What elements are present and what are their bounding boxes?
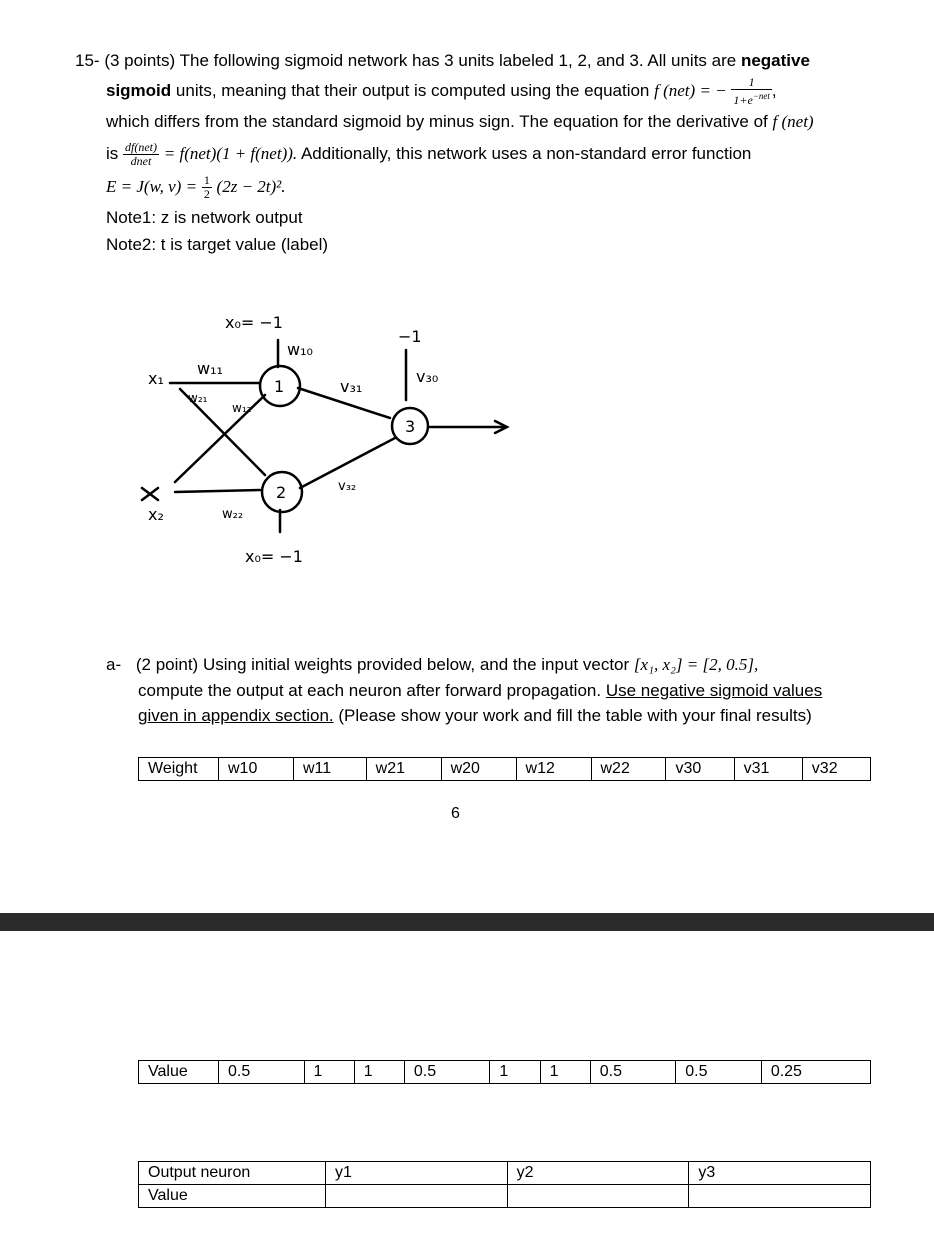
weight-header-w22: w22 <box>591 758 666 781</box>
weight-header-w20: w20 <box>441 758 516 781</box>
weight-header-w21: w21 <box>366 758 441 781</box>
part-a-line-3 <box>138 701 812 731</box>
question-intro: The following sigmoid network has 3 units labeled 1, 2, and 3. All units are <box>179 51 737 70</box>
output-table <box>138 1161 871 1208</box>
deriv-rhs: = f(net)(1 + f(net)). <box>163 144 298 163</box>
line4-text: Additionally, this network uses a non-standard error function <box>300 144 752 163</box>
output-value-label: Value <box>139 1185 326 1208</box>
w10-label: w₁₀ <box>287 340 313 359</box>
edge-x2-n2 <box>175 490 260 492</box>
question-number: 15- <box>75 51 100 70</box>
output-neuron-label: Output neuron <box>139 1162 326 1185</box>
line2-text: units, meaning that their output is computed using the equation <box>175 81 650 100</box>
equation-f-num: 1 <box>731 76 772 90</box>
x1-label: x₁ <box>148 369 164 388</box>
error-half-den: 2 <box>203 187 210 202</box>
weights-value-table <box>138 1060 871 1084</box>
part-a-text3: (Please show your work and fill the table with your final results) <box>338 706 812 725</box>
value-w21: 1 <box>354 1061 404 1084</box>
derivative-fraction <box>123 141 159 168</box>
weights-header-table <box>138 757 871 781</box>
edge-x2-n1 <box>175 395 265 482</box>
x0-top-label: x₀= −1 <box>225 313 283 332</box>
w21-label: w₂₁ <box>188 391 208 405</box>
error-rhs: (2z − 2t)². <box>216 177 286 196</box>
value-v31: 0.5 <box>676 1061 762 1084</box>
value-v32: 0.25 <box>761 1061 870 1084</box>
part-a-text1: Using initial weights provided below, and the input vector <box>202 655 630 674</box>
value-w10: 0.5 <box>219 1061 305 1084</box>
part-a-text2: compute the output at each neuron after forward propagation. <box>138 681 602 700</box>
w11-label: w₁₁ <box>197 359 223 378</box>
part-a-points: (2 point) <box>135 655 199 674</box>
error-half <box>202 174 212 201</box>
part-a-vector: [x₁, x₂] = [2, 0.5], <box>633 655 759 674</box>
weight-header-v31: v31 <box>734 758 802 781</box>
question-line-4 <box>106 139 751 169</box>
x2-label: x₂ <box>148 505 164 524</box>
question-line-3 <box>106 107 814 137</box>
node-2-label: 2 <box>276 483 287 502</box>
line3-math: f (net) <box>772 112 814 131</box>
output-header-row <box>139 1162 871 1185</box>
deriv-den: dnet <box>130 154 152 169</box>
node-3-label: 3 <box>405 417 416 436</box>
output-value-y3[interactable] <box>689 1185 871 1208</box>
note-1: Note1: z is network output <box>106 208 303 227</box>
page-break-band <box>0 913 934 931</box>
bold-negative: negative <box>740 51 810 70</box>
x2-cross <box>142 488 158 500</box>
weight-header-w11: w11 <box>293 758 366 781</box>
weight-header-v32: v32 <box>802 758 870 781</box>
output-header-y2: y2 <box>507 1162 689 1185</box>
error-half-num: 1 <box>203 173 210 188</box>
page-number: 6 <box>451 805 460 822</box>
weights-header-row <box>139 758 871 781</box>
equation-f-den-exp: −net <box>752 91 770 102</box>
question-points: (3 points) <box>104 51 176 70</box>
value-v30: 0.5 <box>590 1061 676 1084</box>
v31-label: v₃₁ <box>340 377 363 396</box>
error-lhs: E = J(w, v) = <box>106 177 198 196</box>
equation-f-lhs: f (net) = − <box>654 81 727 100</box>
equation-f-fraction <box>731 76 772 107</box>
output-header-y3: y3 <box>689 1162 871 1185</box>
output-value-row <box>139 1185 871 1208</box>
value-label: Value <box>139 1061 219 1084</box>
note-2: Note2: t is target value (label) <box>106 235 329 254</box>
question-line-1 <box>75 46 810 76</box>
output-value-y1[interactable] <box>326 1185 508 1208</box>
weights-value-row <box>139 1061 871 1084</box>
v30-label: v₃₀ <box>416 367 439 386</box>
value-w20: 0.5 <box>404 1061 490 1084</box>
deriv-num: df(net) <box>125 140 158 155</box>
bold-sigmoid: sigmoid <box>106 81 172 100</box>
value-w11: 1 <box>304 1061 354 1084</box>
output-header-y1: y1 <box>326 1162 508 1185</box>
w22-label: w₂₂ <box>222 507 244 522</box>
x0-bottom-label: x₀= −1 <box>245 547 303 566</box>
question-line-2: sigmoid units, meaning that their output is computed using the equation f (net) = − $\frac{1}{1+e^{-net}}$ , <box>106 75 777 108</box>
error-function <box>106 172 286 202</box>
weight-header-w12: w12 <box>516 758 591 781</box>
part-a-label: a- <box>106 655 122 674</box>
w12-label: w₁₂ <box>232 401 252 415</box>
weight-header-v30: v30 <box>666 758 734 781</box>
line3-text: which differs from the standard sigmoid by minus sign. The equation for the derivative of <box>106 112 768 131</box>
output-value-y2[interactable] <box>507 1185 689 1208</box>
value-w22: 1 <box>540 1061 590 1084</box>
line4-is: is <box>106 144 119 163</box>
bias-v-label: −1 <box>398 327 422 346</box>
value-w12: 1 <box>490 1061 540 1084</box>
node-1-label: 1 <box>274 377 285 396</box>
equation-f-den-base: 1+e <box>733 93 753 108</box>
weight-header-label: Weight <box>139 758 219 781</box>
weight-header-w10: w10 <box>219 758 294 781</box>
part-a-underlined-2: given in appendix section. <box>138 706 334 725</box>
equation-f-den <box>731 90 772 107</box>
network-diagram <box>130 300 530 580</box>
v32-label: v₃₂ <box>338 479 357 494</box>
part-a-underlined-1: Use negative sigmoid values <box>605 681 823 700</box>
